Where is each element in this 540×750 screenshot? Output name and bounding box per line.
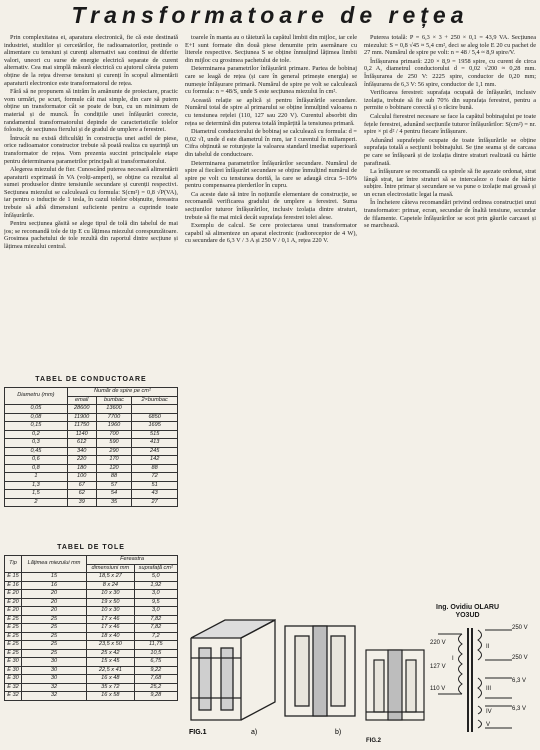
table-cell: 1,92 [134,581,177,590]
table-cell: 1960 [96,422,132,431]
table-cell: 25 x 42 [87,649,134,658]
table-cell: 220 [67,456,96,465]
table-row [5,573,178,582]
table-cell: 30 [21,675,86,684]
table-row [5,632,178,641]
table-cell [132,405,178,414]
table-cell: 25 [21,641,86,650]
table-header: Lățimea miezului mm [21,556,86,573]
article-title: Transformatoare de rețea [71,2,469,28]
voltage-label: 250 V [512,655,528,661]
paragraph: Diametrul conductorului de bobinaj se calculează cu formula: d = 0,02 √I, unde d este diametrul în mm, iar I curentul în miliamperi. Cifra obținută se rotunjește la valoarea standard imediat superioară din tabelul de conductoare. [185,128,357,158]
fig1-label: FIG.1 [189,729,207,736]
transformer-schematic [438,628,512,732]
table-cell: 7,82 [134,615,177,624]
table-cell: E 30 [5,666,22,675]
tole-table-caption: TABEL DE TOLE [57,544,125,551]
transformer-figure [362,620,538,746]
table-cell: 1,3 [5,481,68,490]
table-cell: 19 x 50 [87,598,134,607]
table-cell: 51 [132,481,178,490]
table-header: Fereastra [87,556,178,565]
table-cell: 16 x 48 [87,675,134,684]
table-cell: 32 [21,692,86,701]
table-cell: 30 [21,658,86,667]
table-cell: 17 x 46 [87,615,134,624]
table-row [5,447,178,456]
table-cell: 0,6 [5,456,68,465]
table-cell: 0,45 [5,447,68,456]
table-row [5,649,178,658]
table-cell: 25 [21,615,86,624]
table-cell: 54 [96,490,132,499]
table-cell: 88 [96,473,132,482]
table-cell: 7700 [96,413,132,422]
paragraph: Pentru secțiunea găsită se alege tipul de tolă din tabelul de mai jos; se recomandă tole de tip E cu lățimea miezului corespunzătoare. Grosimea pachetului de tole rezultă din raportul dintre secțiune și lățimea miezului central. [4,220,178,251]
table-cell: 10 x 30 [87,607,134,616]
paragraph: Verificarea ferestrei: suprafața ocupată de înfășurări, inclusiv izolația, trebuie să fie sub 70% din suprafața ferestrei, pentru a permite o bobinare corectă și o răcire bună. [364,89,536,112]
table-cell: 515 [132,430,178,439]
tole-table-body [5,573,178,701]
table-cell: 100 [67,473,96,482]
table-cell: 590 [96,439,132,448]
voltage-label: 110 V [430,686,446,692]
table-row [5,683,178,692]
table-cell: E 15 [5,573,22,582]
table-cell: 0,05 [5,405,68,414]
winding-label: IV [486,709,492,715]
table-cell: 20 [21,590,86,599]
table-cell: 27 [132,498,178,507]
table-row [5,473,178,482]
table-row [5,624,178,633]
table-cell: 9,5 [134,598,177,607]
table-cell: E 20 [5,607,22,616]
table-cell: 6850 [132,413,178,422]
fig-sub-b: b) [335,729,342,736]
table-cell: 35 [96,498,132,507]
table-cell: E 25 [5,649,22,658]
table-row [5,439,178,448]
fig2-label: FIG.2 [366,738,382,744]
table-cell: 1140 [67,430,96,439]
table-cell: 290 [96,447,132,456]
table-header: Diametru (mm) [5,388,68,405]
tole-table [4,555,178,701]
table-cell: 1,5 [5,490,68,499]
table-cell: 2 [5,498,68,507]
table-cell: E 25 [5,615,22,624]
table-cell: 8 x 24 [87,581,134,590]
table-cell: 20 [21,598,86,607]
paragraph: La înfășurare se recomandă ca spirele să fie așezate ordonat, strat lângă strat, iar între straturi să se intercaleze o foaie de hârtie subțire. Între primar și secundare se va pune o izolație mai groasă și un ecran electrostatic legat la masă. [364,168,536,198]
paragraph: Adunând suprafețele ocupate de toate înfășurările se obține suprafața totală a secțiunii bobinajului. Se ține seama și de carcasa pe care se înfășoară și de izolația dintre straturi realizată cu hârtie parafinată. [364,136,536,167]
table-row [5,464,178,473]
table-cell: 72 [132,473,178,482]
table-cell: 700 [96,430,132,439]
table-cell: 120 [96,464,132,473]
table-cell: 3,0 [134,607,177,616]
paragraph: Calculul fierestrei necesare se face la capătul bobinajului pe toate fețele ferestrei, adunând secțiunile tuturor înfășurărilor: S(cm²) = nr. spire × pi d² / 4 pentru fiecare înfășurare. [364,112,536,136]
text-column-3 [364,34,536,504]
text-column-1 [4,34,178,374]
table-cell: 22,5 x 41 [87,666,134,675]
voltage-label: 6,3 V [512,678,527,684]
table-cell: 25 [21,632,86,641]
author-callsign: YO3UD [455,612,480,619]
table-cell: 35 x 72 [87,683,134,692]
table-cell: 170 [96,456,132,465]
table-cell: E 16 [5,581,22,590]
table-row [5,598,178,607]
table-row [5,581,178,590]
table-cell: 16 [21,581,86,590]
table-cell: 7,2 [134,632,177,641]
paragraph: Această relație se aplică și pentru înfășurările secundare. Numărul total de spire al primarului se obține înmulțind valoarea n cu tensiunea rețelei (110, 127 sau 220 V). Curentul absorbit din rețea se determină din puterea totală împărțită la tensiunea primară. [185,96,357,127]
table-row [5,666,178,675]
table-row [5,658,178,667]
table-cell: 18 x 40 [87,632,134,641]
table-cell: E 20 [5,590,22,599]
table-header: email [67,396,96,405]
table-row [5,430,178,439]
table-cell: 32 [21,683,86,692]
table-cell: 25 [21,649,86,658]
table-cell: 18,5 x 27 [87,573,134,582]
table-row [5,422,178,431]
table-cell: 23,5 x 50 [87,641,134,650]
paragraph: Alegerea miezului de fier. Cunoscând puterea necesară alimentării aparaturii exprimată în VA (volți-amperi), se obține ca rezultat al sumei produselor dintre tensiunile secundare și curenții respectivi. Secțiunea miezului se calculează cu formula: S(cm²) = 0,8 √P(VA), iar pentru o inducție de 1 tesla, în cazul tolelor obișnuite, fereastra trebuie să aibă dimensiuni suficiente pentru a cuprinde toate înfășurările. [4,166,178,219]
paragraph: Determinarea parametrilor înfășurării primare. Partea de bobinaj care se leagă de rețea (și care în general primește energia) se numește înfășurare primară. Numărul de spire pe volt se calculează cu formula: n = 48/S, unde S este secțiunea miezului în cm². [185,65,357,96]
author-signature [436,604,499,620]
paragraph: Înfășurarea primară: 220 × 8,9 = 1958 spire, cu curent de circa 0,2 A, diametrul conductorului d = 0,02 √200 ≈ 0,28 mm. Înfășurarea de 250 V: 2225 spire, conductor de 0,20 mm; înfășurarea de 6,3 V: 56 spire, conductor de 1,1 mm. [364,57,536,88]
table-cell: 340 [67,447,96,456]
table-row [5,481,178,490]
table-cell: E 30 [5,658,22,667]
table-header: dimensiuni mm [87,564,134,573]
table-cell: E 32 [5,692,22,701]
text-column-2 [185,34,357,504]
table-row [5,675,178,684]
table-cell: 11,75 [134,641,177,650]
table-cell: 180 [67,464,96,473]
table-header: bumbac [96,396,132,405]
e-core-drawing [285,626,355,716]
table-cell: 20 [21,607,86,616]
paragraph: În încheiere câteva recomandări privind ordinea construcției unui transformator: primar, ecran, secundar de înaltă tensiune, secundar de filamente. Capetele înfășurărilor se scot prin găurile carcasei și se marchează. [364,199,536,230]
table-cell: 0,08 [5,413,68,422]
table-cell: 0,2 [5,430,68,439]
table-cell: 9,28 [134,692,177,701]
winding-label: V [486,722,491,728]
table-row [5,590,178,599]
table-cell: E 30 [5,675,22,684]
table-cell: 5,0 [134,573,177,582]
fig-sub-a: a) [251,729,258,736]
paragraph: Puterea totală: P = 6,3 × 3 + 250 × 0,1 = 43,9 VA. Secțiunea miezului: S = 0,8 √45 ≈ 5,4 cm², deci se aleg tole E 20 cu pachet de 27 mm. Numărul de spire pe volt: n = 48 / 5,4 ≈ 8,9 spire/V. [364,34,536,57]
table-row [5,607,178,616]
winding-label: I [452,656,454,662]
table-cell: 7,82 [134,624,177,633]
table-cell: 0,8 [5,464,68,473]
table-cell: E 20 [5,598,22,607]
core-figure [185,508,365,744]
table-cell: 11900 [67,413,96,422]
table-cell: 39 [67,498,96,507]
voltage-label: 127 V [430,664,446,670]
table-cell: 57 [96,481,132,490]
table-cell: E 25 [5,641,22,650]
voltage-label: 6,3 V [512,706,527,712]
conductor-table-body [5,405,178,507]
table-cell: 25 [21,624,86,633]
voltage-label: 250 V [512,625,528,631]
table-row [5,641,178,650]
table-cell: 3,0 [134,590,177,599]
table-cell: 11750 [67,422,96,431]
table-row [5,405,178,414]
table-cell: 413 [132,439,178,448]
table-cell: 25,2 [134,683,177,692]
shell-core-drawing [191,620,275,720]
paragraph: Ca aceste date să intre în noțiunile elementare de construcție, se recomandă verificarea gradului de umplere a ferestrei. Suma secțiunilor tuturor înfășurărilor, inclusiv izolația dintre straturi, trebuie să fie mai mică decât suprafața ferestrei tolei alese. [185,190,357,221]
table-cell: 15 x 45 [87,658,134,667]
paragraph: Exemplu de calcul. Se cere proiectarea unui transformator capabil să alimenteze un aparat electronic (radioreceptor de 4 W), cu secundare de 6,3 V / 3 A și 250 V / 0,1 A, rețea 220 V. [185,222,357,245]
paragraph: Prin complexitatea ei, aparatura electronică, fie că este destinată industriei, studiilor și cercetărilor, fie radioamatorilor, pretinde o alimentare cu tensiuni și curenți alternativi sau continui de diferite valori, uneori cu surse de energie electrică separate de curent alternativ. Cea mai simplă măsură electrică cu ajutorul căreia putem obține de la rețea diverse tensiuni și curenți în scopul alimentării aparaturii electronice este transformatorul de rețea. [4,34,178,87]
table-row [5,490,178,499]
table-cell: 13600 [96,405,132,414]
conductor-table [4,387,178,507]
table-cell: 17 x 46 [87,624,134,633]
voltage-label: 220 V [430,640,446,646]
paragraph: toarele în manta au o tăietură la capătul limbii din mijloc, iar cele E+I sunt formate din două piese denumite prin asemănare cu literele respective. Secțiunea S se obține înmulțind lățimea limbii din mijloc cu grosimea pachetului de tole. [185,34,357,64]
table-cell: 612 [67,439,96,448]
winding-label: III [486,686,492,692]
table-cell: 10,5 [134,649,177,658]
table-cell: 67 [67,481,96,490]
table-cell: 9,22 [134,666,177,675]
paragraph: Fără să ne propunem să intrăm în amănunte de proiectare, practic vom urmări, pe scurt, formule cât mai simple, din care să putem obține un transformator cât se poate de bun, cu un minimum de material și de muncă. În condițiile unei înfășurări corecte, randamentul transformatorului depinde de caracteristicile tolelor folosite, de secțiunea fierului și de gradul de umplere a ferestrei. [4,88,178,134]
author-name: Ing. Ovidiu OLARU [436,604,499,611]
table-cell: 142 [132,456,178,465]
paragraph: Determinarea parametrilor înfășurărilor secundare. Numărul de spire al fiecărei înfășurări secundare se obține înmulțind numărul de spire pe volt cu tensiunea dorită, la care se adaugă circa 5–10% pentru compensarea pierderilor în cupru. [185,159,357,190]
table-cell: 10 x 30 [87,590,134,599]
table-cell: 62 [67,490,96,499]
table-cell: 6,75 [134,658,177,667]
conductor-table-caption: TABEL DE CONDUCTOARE [35,376,147,383]
table-cell: 7,68 [134,675,177,684]
table-cell: 88 [132,464,178,473]
table-cell: 0,3 [5,439,68,448]
table-row [5,498,178,507]
table-cell: E 25 [5,632,22,641]
table-cell: 1 [5,473,68,482]
table-cell: 0,15 [5,422,68,431]
table-cell: E 32 [5,683,22,692]
table-cell: 1695 [132,422,178,431]
table-cell: 30 [21,666,86,675]
table-row [5,456,178,465]
table-header: Tip [5,556,22,573]
table-header: 2×bumbac [132,396,178,405]
table-cell: 43 [132,490,178,499]
table-cell: 16 x 58 [87,692,134,701]
table-header: Număr de spire pe cm² [67,388,177,397]
ei-lamination-drawing [366,650,424,720]
table-row [5,615,178,624]
table-cell: E 25 [5,624,22,633]
table-cell: 245 [132,447,178,456]
table-cell: 15 [21,573,86,582]
paragraph: Întrucât nu există dificultăți în construcția unei astfel de piese, orice radioamator constructor trebuie să poată realiza cu ușurință un transformator de rețea. Vom prezenta succint principalele etape pentru determinarea parametrilor principali ai transformatorului. [4,134,178,165]
winding-label: II [486,644,490,650]
table-cell: 28600 [67,405,96,414]
table-row [5,413,178,422]
table-header: suprafață cm² [134,564,177,573]
table-row [5,692,178,701]
